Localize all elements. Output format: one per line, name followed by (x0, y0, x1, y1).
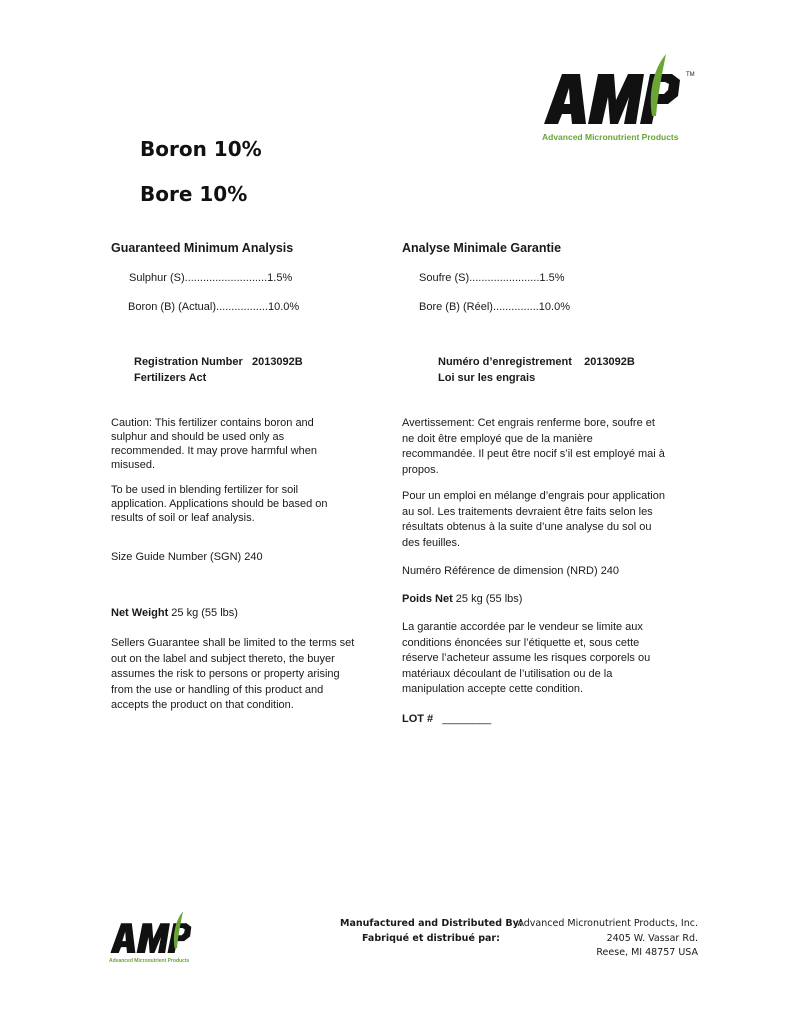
net-weight-en (111, 607, 238, 619)
manufactured-by-label-fr: Fabriqué et distribué par: (362, 933, 500, 944)
registration-number-en: Registration Number 2013092B (134, 356, 303, 368)
brand-tagline-footer: Advanced Micronutrient Products (109, 958, 190, 964)
fertilizers-act-en: Fertilizers Act (134, 372, 207, 384)
guarantee-text-fr: La garantie accordée par le vendeur se limite aux conditions énoncées sur l’étiquette et, sous cette réserve l’acheteur assume les risques corporels ou matériaux découlant de l’utilisation ou de la manipulation accepte cette condition. (402, 621, 651, 695)
analysis-boron-en: Boron (B) (Actual).................10.0% (128, 301, 300, 313)
lot-blank: ________ (442, 713, 492, 725)
net-weight-value-fr: 25 kg (55 lbs) (452, 593, 523, 605)
lot-field (402, 713, 491, 725)
net-weight-fr (402, 593, 522, 605)
brand-tagline: Advanced Micronutrient Products (542, 132, 679, 142)
product-name-en: Boron 10% (140, 137, 262, 161)
lot-label: LOT # (402, 713, 434, 725)
net-weight-label-fr: Poids Net (402, 593, 453, 605)
registration-number-fr: Numéro d’enregistrement 2013092B (438, 356, 635, 368)
net-weight-label-en: Net Weight (111, 607, 169, 619)
manufactured-by-label-en: Manufactured and Distributed By: (340, 918, 523, 929)
analysis-boron-fr: Bore (B) (Réel)...............10.0% (419, 301, 570, 313)
analysis-sulphur-fr: Soufre (S).......................1.5% (419, 272, 565, 284)
caution-text-fr: Avertissement: Cet engrais renferme bore, soufre et ne doit être employé que de la manière recommandée. Il peut être nocif s’il est employé mai à propos. (402, 417, 665, 476)
net-weight-value-en: 25 kg (55 lbs) (168, 607, 238, 619)
brand-logo-footer (108, 908, 202, 964)
trademark-mark: TM (686, 72, 695, 78)
guarantee-text-en: Sellers Guarantee shall be limited to the terms set out on the label and subject thereto, the buyer assumes the risk to persons or property arising from the use or handling of this product and accepts the product on that condition. (111, 637, 355, 711)
analysis-sulphur-en: Sulphur (S)...........................1.5% (129, 272, 293, 284)
company-name: Advanced Micronutrient Products, Inc. (517, 918, 698, 929)
company-street: 2405 W. Vassar Rd. (606, 933, 698, 944)
blending-text-en: To be used in blending fertilizer for soil application. Applications should be based on results of soil or leaf analysis. (111, 484, 328, 524)
company-city: Reese, MI 48757 USA (596, 947, 698, 958)
size-guide-en: Size Guide Number (SGN) 240 (111, 551, 263, 563)
analysis-heading-fr: Analyse Minimale Garantie (402, 241, 562, 255)
caution-text-en: Caution: This fertilizer contains boron and sulphur and should be used only as recommended. It may prove harmful when misused. (111, 417, 318, 471)
analysis-heading-en: Guaranteed Minimum Analysis (111, 241, 294, 255)
size-reference-fr: Numéro Référence de dimension (NRD) 240 (402, 565, 620, 577)
blending-text-fr: Pour un emploi en mélange d’engrais pour application au sol. Les traitements devraient être faits selon les résultats obtenus à la suite d’une analyse du sol ou des feuilles. (402, 490, 665, 549)
amp-logo-icon (540, 52, 698, 132)
amp-logo-footer-icon (108, 908, 202, 960)
fertilizers-act-fr: Loi sur les engrais (438, 372, 536, 384)
product-name-fr: Bore 10% (140, 182, 248, 206)
